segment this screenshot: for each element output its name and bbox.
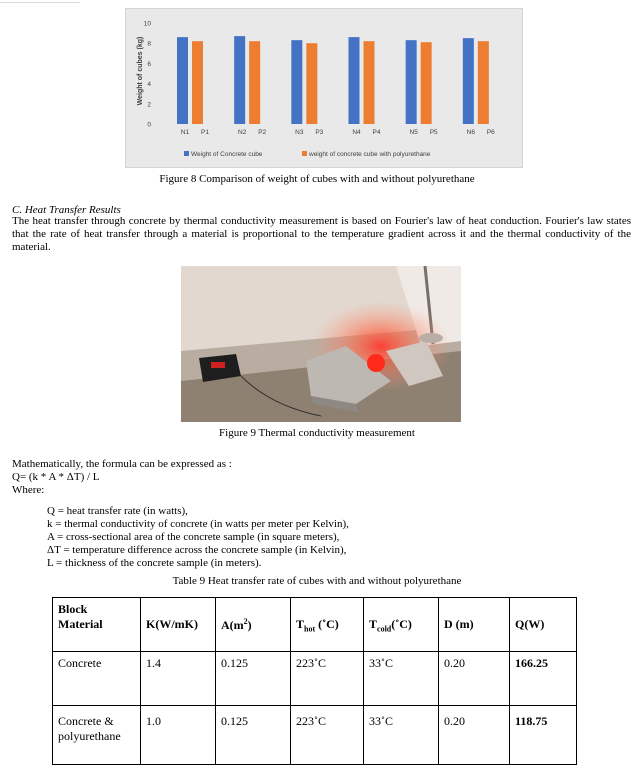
- y-tick-label: 10: [143, 20, 151, 28]
- x-tick-label: N4: [352, 129, 361, 136]
- heat-transfer-paragraph: The heat transfer through concrete by thermal conductivity measurement is based on Fourier's law of heat conduction. Fourier's law states that the rate of heat transfer through a material is proportional to the temperature gradient across it and the thermal conductivity of the material.: [12, 215, 631, 253]
- legend-label: weight of concrete cube with polyurethane: [309, 151, 431, 158]
- bar-with-polyurethane: [421, 42, 432, 124]
- header-tcold-text: T: [369, 617, 378, 631]
- bar-concrete: [177, 37, 188, 124]
- header-a-sup: 2: [243, 617, 248, 626]
- y-tick-label: 4: [147, 81, 151, 89]
- definition-k: k = thermal conductivity of concrete (in watts per meter per Kelvin),: [47, 518, 349, 530]
- x-tick-label: P5: [429, 129, 438, 136]
- header-block-line1: Block: [58, 602, 88, 616]
- cell-tcold: 33˚C: [364, 652, 439, 706]
- header-tcold: [364, 598, 439, 652]
- figure-9-caption: Figure 9 Thermal conductivity measurement: [219, 427, 415, 439]
- bar-concrete: [349, 37, 360, 124]
- header-k: [141, 598, 216, 652]
- header-tcold-sub: cold: [377, 624, 392, 634]
- weight-bar-chart: [125, 8, 523, 168]
- cell-thot: 223˚C: [291, 652, 364, 706]
- cell-material: Concrete: [53, 652, 141, 706]
- cell-d: 0.20: [439, 652, 510, 706]
- header-d-text: D (m): [444, 617, 474, 631]
- header-block-line2: Material: [58, 617, 103, 631]
- y-tick-label: 8: [147, 40, 151, 48]
- figure-8-caption: Figure 8 Comparison of weight of cubes with and without polyurethane: [159, 173, 475, 185]
- x-tick-label: N1: [180, 129, 190, 136]
- y-axis-title: Weight of cubes (kg): [137, 36, 144, 106]
- header-thot-sub: hot: [304, 624, 316, 634]
- cell-tcold: 33˚C: [364, 706, 439, 765]
- bar-concrete: [463, 38, 474, 124]
- bar-with-polyurethane: [478, 41, 489, 124]
- header-thot-text: T: [296, 617, 305, 631]
- x-tick-label: N6: [466, 129, 475, 136]
- definition-l: L = thickness of the concrete sample (in meters).: [47, 557, 262, 569]
- header-thot: [291, 598, 364, 652]
- x-tick-label: P6: [486, 129, 495, 136]
- header-q: [510, 598, 577, 652]
- table-9-caption: Table 9 Heat transfer rate of cubes with and without polyurethane: [172, 575, 462, 587]
- x-tick-label: N3: [295, 129, 304, 136]
- where-label: Where:: [12, 484, 45, 496]
- bar-with-polyurethane: [364, 41, 375, 124]
- cell-q: 166.25: [510, 652, 577, 706]
- x-tick-label: P4: [372, 129, 381, 136]
- x-tick-label: P2: [258, 129, 267, 136]
- header-a-close: ): [247, 618, 252, 632]
- header-thot-unit: (˚C): [315, 617, 339, 631]
- bar-with-polyurethane: [306, 43, 317, 124]
- header-a: [216, 598, 291, 652]
- header-q-text: Q(W): [515, 617, 545, 631]
- cell-q: 118.75: [510, 706, 577, 765]
- x-tick-label: N2: [238, 129, 247, 136]
- x-tick-label: P3: [315, 129, 324, 136]
- table-row: [53, 706, 577, 765]
- y-tick-label: 2: [147, 101, 151, 109]
- cell-a: 0.125: [216, 706, 291, 765]
- table-header-row: [53, 598, 577, 652]
- cell-k: 1.4: [141, 652, 216, 706]
- section-heading: C. Heat Transfer Results: [12, 204, 121, 216]
- header-block-material: [53, 598, 141, 652]
- header-tcold-unit: (˚C): [391, 617, 412, 631]
- legend-swatch: [302, 151, 307, 156]
- definition-a: A = cross-sectional area of the concrete sample (in square meters),: [47, 531, 340, 543]
- cell-thot: 223˚C: [291, 706, 364, 765]
- cell-material: Concrete & polyurethane: [53, 706, 141, 765]
- chart-canvas: [126, 9, 522, 167]
- bar-with-polyurethane: [192, 41, 203, 124]
- legend-swatch: [184, 151, 189, 156]
- legend-label: Weight of Concrete cube: [191, 151, 263, 158]
- bar-concrete: [406, 40, 417, 124]
- top-rule: [0, 2, 80, 3]
- y-tick-label: 6: [147, 60, 151, 68]
- thermal-measurement-photo: [181, 266, 461, 422]
- header-k-text: K(W/mK): [146, 617, 198, 631]
- bar-with-polyurethane: [249, 41, 260, 124]
- cell-d: 0.20: [439, 706, 510, 765]
- heat-transfer-formula: Q= (k * A * ΔT) / L: [12, 471, 100, 483]
- header-a-text: A(m: [221, 618, 244, 632]
- cell-a: 0.125: [216, 652, 291, 706]
- bar-concrete: [291, 40, 302, 124]
- heat-transfer-table: [52, 597, 577, 765]
- table-row: [53, 652, 577, 706]
- definition-q: Q = heat transfer rate (in watts),: [47, 505, 188, 517]
- bar-concrete: [234, 36, 245, 124]
- header-d: [439, 598, 510, 652]
- x-tick-label: N5: [409, 129, 418, 136]
- y-tick-label: 0: [147, 121, 151, 129]
- cell-k: 1.0: [141, 706, 216, 765]
- definition-delta-t: ΔT = temperature difference across the concrete sample (in Kelvin),: [47, 544, 347, 556]
- x-tick-label: P1: [201, 129, 209, 136]
- math-intro: Mathematically, the formula can be expressed as :: [12, 458, 232, 470]
